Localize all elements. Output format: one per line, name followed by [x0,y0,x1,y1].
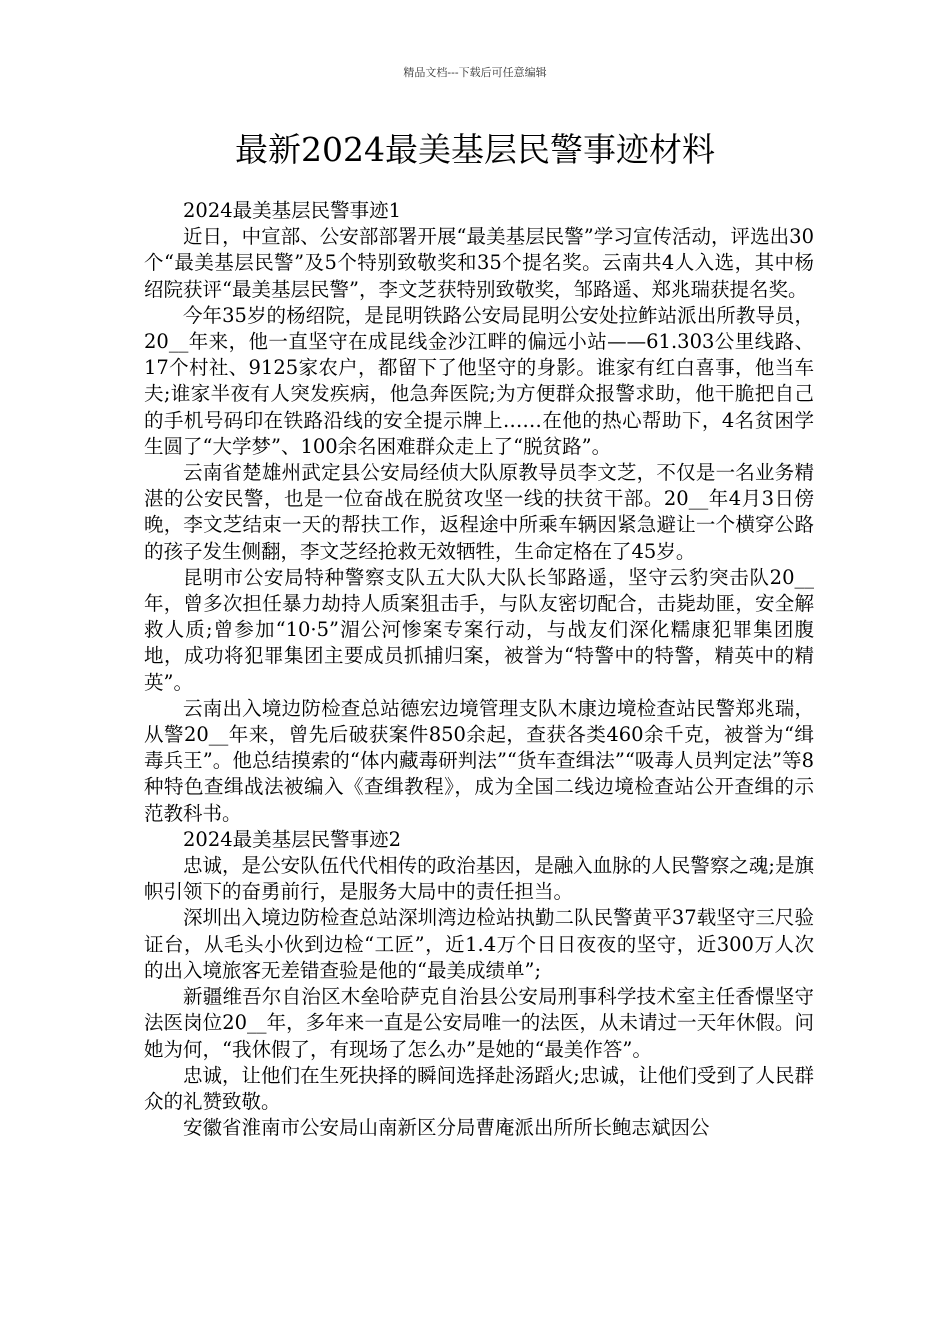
document-body [144,198,814,1141]
paragraph: 云南出入境边防检查总站德宏边境管理支队木康边境检查站民警郑兆瑞，从警20__年来，曾先后破获案件850余起，查获各类460余千克，被誉为“缉毒兵王”。他总结摸索的“体内藏毒研判法”“货车查缉法”“吸毒人员判定法”等8种特色查缉战法被编入《查缉教程》，成为全国二线边境检查站公开查缉的示范教科书。 [144,696,814,825]
paragraph: 近日，中宣部、公安部部署开展“最美基层民警”学习宣传活动，评选出30个“最美基层民警”及5个特别致敬奖和35个提名奖。云南共4人入选，其中杨绍院获评“最美基层民警”，李文芝获特别致敬奖，邹路遥、郑兆瑞获提名奖。 [144,225,814,301]
document-title: 最新2024最美基层民警事迹材料 [235,130,715,169]
section-heading: 2024最美基层民警事迹1 [183,199,402,222]
paragraph: 新疆维吾尔自治区木垒哈萨克自治县公安局刑事科学技术室主任香憬坚守法医岗位20__年，多年来一直是公安局唯一的法医，从未请过一天年休假。问她为何，“我休假了，有现场了怎么办”是她的“最美作答”。 [144,985,814,1061]
paragraph: 今年35岁的杨绍院，是昆明铁路公安局昆明公安处拉鲊站派出所教导员，20__年来，他一直坚守在成昆线金沙江畔的偏远小站——61.303公里线路、17个村社、9125家农户，都留下了他坚守的身影。谁家有红白喜事，他当车夫;谁家半夜有人突发疾病，他急奔医院;为方便群众报警求助，他干脆把自己的手机号码印在铁路沿线的安全提示牌上……在他的热心帮助下，4名贫困学生圆了“大学梦”、100余名困难群众走上了“脱贫路”。 [144,303,814,458]
paragraph: 昆明市公安局特种警察支队五大队大队长邹路遥，坚守云豹突击队20__年，曾多次担任暴力劫持人质案狙击手，与队友密切配合，击毙劫匪，安全解救人质;曾参加“10·5”湄公河惨案专案行动，与战友们深化糯康犯罪集团腹地，成功将犯罪集团主要成员抓捕归案，被誉为“特警中的特警，精英中的精英”。 [144,565,814,694]
paragraph: 云南省楚雄州武定县公安局经侦大队原教导员李文芝，不仅是一名业务精湛的公安民警，也是一位奋战在脱贫攻坚一线的扶贫干部。20__年4月3日傍晚，李文芝结束一天的帮扶工作，返程途中所乘车辆因紧急避让一个横穿公路的孩子发生侧翻，李文芝经抢救无效牺牲，生命定格在了45岁。 [144,461,814,563]
paragraph: 安徽省淮南市公安局山南新区分局曹庵派出所所长鲍志斌因公 [183,1116,710,1140]
header-note: 精品文档---下载后可任意编辑 [403,66,547,79]
section-heading: 2024最美基层民警事迹2 [183,827,402,851]
paragraph: 忠诚，让他们在生死抉择的瞬间选择赴汤蹈火;忠诚，让他们受到了人民群众的礼赞致敬。 [144,1063,814,1113]
paragraph: 忠诚，是公安队伍代代相传的政治基因，是融入血脉的人民警察之魂;是旗帜引领下的奋勇前行，是服务大局中的责任担当。 [144,854,814,904]
paragraph: 深圳出入境边防检查总站深圳湾边检站执勤二队民警黄平37载坚守三尺验证台，从毛头小伙到边检“工匠”，近1.4万个日日夜夜的坚守，近300万人次的出入境旅客无差错查验是他的“最美成绩单”; [144,906,814,982]
